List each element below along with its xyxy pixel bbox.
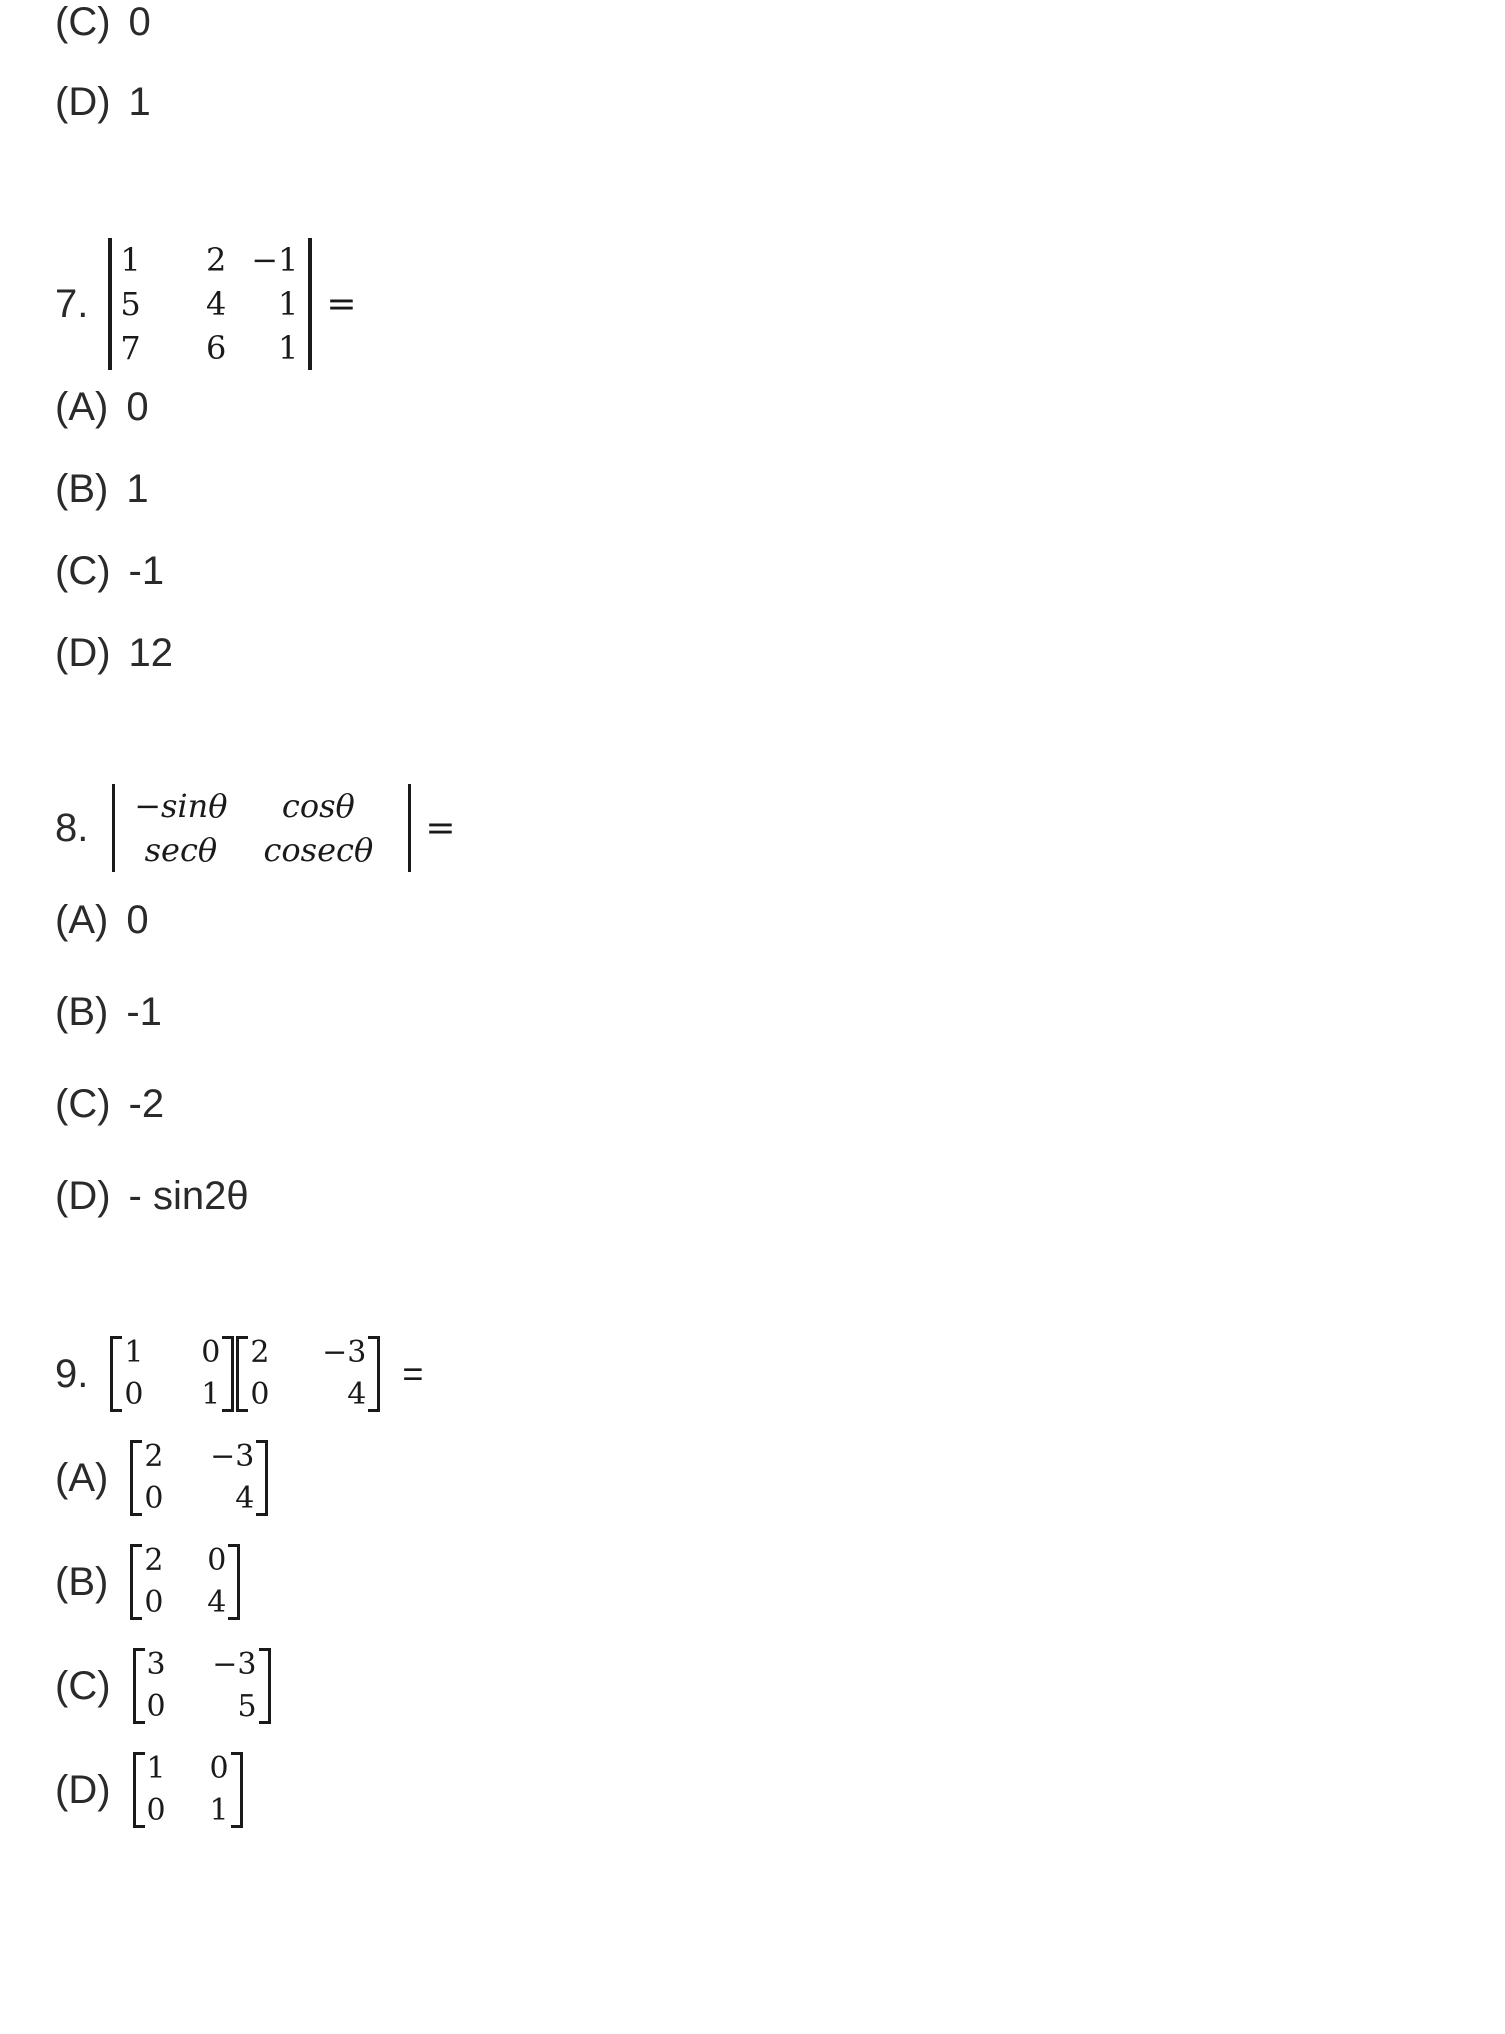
matrix-cell: 5 bbox=[237, 1689, 257, 1724]
matrix-cell: 0 bbox=[201, 1335, 221, 1370]
q7-option-a bbox=[55, 385, 149, 430]
matrix-cell: 4 bbox=[347, 1377, 367, 1412]
matrix-cell: −3 bbox=[210, 1439, 255, 1474]
matrix-cell: 2 bbox=[250, 1335, 270, 1370]
matrix-cell: 3 bbox=[146, 1647, 166, 1682]
option-label: (D) bbox=[55, 1767, 111, 1812]
matrix-cell: 0 bbox=[146, 1689, 166, 1724]
q7-option-b bbox=[55, 467, 149, 512]
matrix-cell: 0 bbox=[209, 1751, 229, 1786]
matrix-cell: 1 bbox=[278, 329, 299, 367]
option-value: 0 bbox=[126, 898, 149, 942]
matrix-cell: 2 bbox=[206, 241, 227, 279]
matrix-cell: 4 bbox=[207, 1585, 227, 1620]
matrix-cell: 2 bbox=[144, 1543, 164, 1578]
equals-sign: = bbox=[326, 283, 357, 325]
option-matrix bbox=[130, 1436, 268, 1520]
matrix-cell: 0 bbox=[124, 1377, 144, 1412]
option-value: - sin2θ bbox=[128, 1174, 249, 1218]
matrix-cell: 4 bbox=[235, 1481, 255, 1516]
option-value: 1 bbox=[128, 80, 151, 124]
q7-option-c bbox=[55, 549, 164, 594]
matrix-cell: 5 bbox=[120, 285, 141, 323]
matrix-cell: 1 bbox=[146, 1751, 166, 1786]
option-matrix bbox=[133, 1644, 271, 1728]
option-label: (D) bbox=[55, 80, 111, 124]
option-value: -1 bbox=[128, 549, 165, 593]
q8-stem bbox=[55, 784, 456, 872]
option-label: (A) bbox=[55, 385, 109, 429]
equals-sign: = bbox=[425, 807, 456, 849]
option-label: (B) bbox=[55, 467, 109, 511]
option-value: 12 bbox=[128, 631, 174, 675]
q8-determinant bbox=[112, 784, 411, 872]
matrix-cell: 1 bbox=[278, 285, 299, 323]
matrix-cell: −3 bbox=[212, 1647, 257, 1682]
q9-option-b bbox=[55, 1540, 240, 1624]
matrix-cell: cosecθ bbox=[263, 831, 374, 869]
option-label: (C) bbox=[55, 549, 111, 593]
option-label: (A) bbox=[55, 898, 109, 942]
matrix-cell: 1 bbox=[120, 241, 141, 279]
option-label: (B) bbox=[55, 1559, 109, 1604]
q8-option-c bbox=[55, 1082, 164, 1127]
question-number: 7. bbox=[55, 281, 89, 326]
option-label: (B) bbox=[55, 990, 109, 1034]
matrix-cell: 1 bbox=[209, 1793, 229, 1828]
option-matrix bbox=[133, 1748, 243, 1832]
q6-option-c bbox=[55, 0, 151, 45]
matrix-cell: −sinθ bbox=[134, 787, 228, 825]
q9-option-d bbox=[55, 1748, 243, 1832]
q8-option-b bbox=[55, 990, 162, 1035]
option-label: (C) bbox=[55, 1663, 111, 1708]
q8-option-d bbox=[55, 1174, 249, 1219]
q8-option-a bbox=[55, 898, 149, 943]
option-value: 1 bbox=[126, 467, 149, 511]
option-value: -1 bbox=[126, 990, 162, 1034]
option-label: (D) bbox=[55, 1174, 111, 1218]
matrix-cell: cosθ bbox=[281, 787, 355, 825]
matrix-cell: 0 bbox=[144, 1585, 164, 1620]
option-label: (A) bbox=[55, 1455, 109, 1500]
matrix-cell: 2 bbox=[144, 1439, 164, 1474]
q6-option-d bbox=[55, 80, 151, 125]
matrix-cell: 0 bbox=[146, 1793, 166, 1828]
matrix-cell: secθ bbox=[144, 831, 218, 869]
question-number: 8. bbox=[55, 805, 89, 850]
option-value: 0 bbox=[126, 385, 149, 429]
option-label: (C) bbox=[55, 1082, 111, 1126]
q9-option-c bbox=[55, 1644, 271, 1728]
q9-stem bbox=[55, 1332, 423, 1416]
matrix-cell: 1 bbox=[201, 1377, 221, 1412]
q7-stem bbox=[55, 238, 357, 370]
equals-sign: = bbox=[402, 1353, 424, 1394]
matrix-cell: 1 bbox=[124, 1335, 144, 1370]
matrix-cell: 6 bbox=[206, 329, 227, 367]
option-label: (C) bbox=[55, 0, 111, 44]
matrix-cell: −3 bbox=[322, 1335, 367, 1370]
matrix-cell: 0 bbox=[207, 1543, 227, 1578]
option-value: -2 bbox=[128, 1082, 165, 1126]
q9-option-a bbox=[55, 1436, 268, 1520]
matrix-cell: −1 bbox=[251, 241, 299, 279]
q7-determinant bbox=[108, 238, 312, 370]
matrix-cell: 0 bbox=[144, 1481, 164, 1516]
option-matrix bbox=[130, 1540, 240, 1624]
question-number: 9. bbox=[55, 1351, 89, 1396]
matrix-cell: 4 bbox=[206, 285, 227, 323]
matrix-cell: 0 bbox=[250, 1377, 270, 1412]
q9-matrix-a bbox=[110, 1332, 234, 1416]
option-value: 0 bbox=[128, 0, 151, 44]
matrix-cell: 7 bbox=[120, 329, 141, 367]
q7-option-d bbox=[55, 631, 173, 676]
q9-matrix-b bbox=[236, 1332, 380, 1416]
option-label: (D) bbox=[55, 631, 111, 675]
